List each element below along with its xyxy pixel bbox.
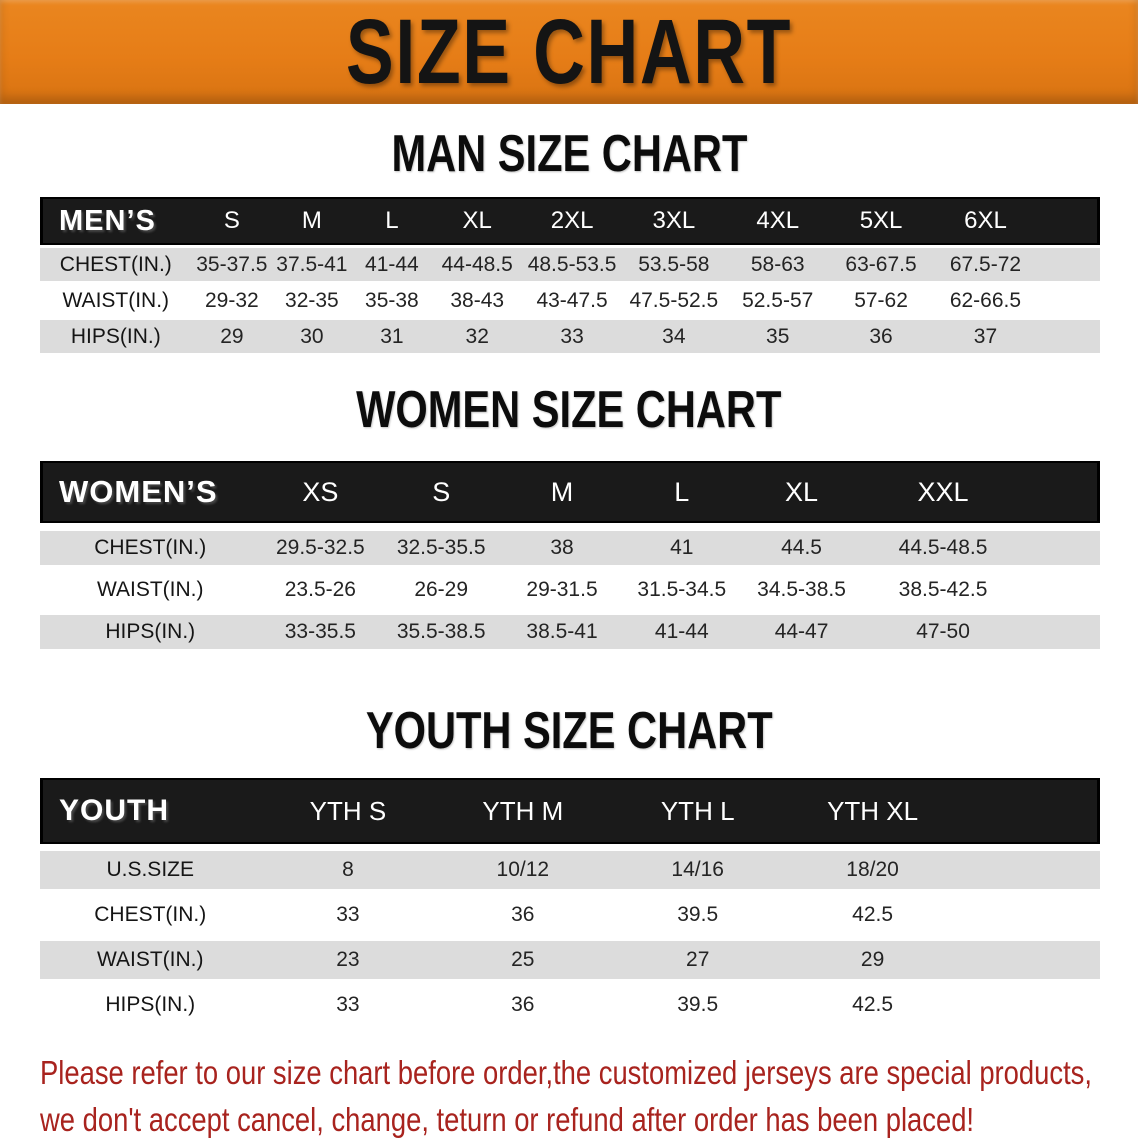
table-cell: 26-29	[414, 578, 469, 601]
table-cell: 42.5	[852, 993, 894, 1016]
men-col-header: XL	[432, 197, 522, 245]
table-cell: 36	[830, 320, 933, 353]
table-cell: 32-35	[285, 288, 339, 312]
men-col-header: S	[192, 197, 273, 245]
table-cell: 29-32	[205, 288, 259, 312]
women-hips-row-label: HIPS(IN.)	[40, 615, 260, 649]
banner-title: SIZE CHART	[345, 1, 793, 103]
table-cell: 58-63	[726, 248, 830, 281]
table-cell: 44.5-48.5	[861, 531, 1024, 565]
table-cell: 67.5-72	[932, 248, 1038, 281]
youth-chest-row-label: CHEST(IN.)	[94, 903, 207, 926]
youth-header-filler	[960, 778, 1100, 844]
men-col-header: 3XL	[622, 197, 726, 245]
youth-hips-row-label: HIPS(IN.)	[105, 993, 196, 1016]
men-chest-row	[40, 248, 1100, 281]
table-cell: 36	[511, 993, 535, 1016]
table-cell: 53.5-58	[622, 248, 726, 281]
men-header-filler	[1038, 197, 1100, 245]
women-section-title-text: WOMEN SIZE CHART	[356, 381, 782, 439]
table-cell: 37.5-41	[272, 248, 351, 281]
table-cell: 38-43	[450, 288, 505, 312]
filler-cell	[1025, 615, 1100, 649]
disclaimer-line-2: we don't accept cancel, change, teturn or refund after order has been placed!	[40, 1101, 975, 1138]
youth-corner-label: YOUTH	[40, 778, 260, 844]
men-size-table	[40, 194, 1100, 356]
women-header-row	[40, 461, 1100, 523]
table-cell: 23.5-26	[284, 578, 356, 601]
filler-cell	[960, 896, 1100, 934]
filler-cell	[1038, 320, 1100, 353]
table-cell: 44-48.5	[432, 248, 522, 281]
table-cell: 33	[522, 320, 622, 353]
filler-cell	[960, 986, 1100, 1024]
table-cell: 10/12	[435, 851, 610, 889]
filler-cell	[1025, 531, 1100, 565]
women-header-filler	[1025, 461, 1100, 523]
women-col-header: M	[502, 461, 622, 523]
youth-chest-row	[40, 896, 1100, 934]
youth-section-title-text: YOUTH SIZE CHART	[365, 702, 773, 760]
table-cell: 62-66.5	[949, 288, 1022, 312]
disclaimer-line-1: Please refer to our size chart before order,the customized jerseys are special products,	[40, 1054, 1092, 1091]
women-col-header: XXL	[861, 461, 1024, 523]
table-cell: 33	[336, 903, 360, 926]
table-cell: 42.5	[852, 903, 894, 926]
women-col-header: XS	[260, 461, 380, 523]
table-cell: 48.5-53.5	[522, 248, 622, 281]
men-corner-label: MEN’S	[40, 197, 192, 245]
table-cell: 63-67.5	[830, 248, 933, 281]
women-col-header: L	[622, 461, 742, 523]
size-chart-banner	[0, 0, 1138, 104]
table-cell: 41	[622, 531, 742, 565]
youth-col-header: YTH S	[260, 778, 435, 844]
table-cell: 29-31.5	[526, 578, 598, 601]
table-cell: 38.5-41	[502, 615, 622, 649]
men-col-header: 4XL	[726, 197, 830, 245]
men-col-header: M	[272, 197, 351, 245]
table-cell: 29	[192, 320, 273, 353]
table-cell: 23	[260, 941, 435, 979]
men-hips-row	[40, 320, 1100, 353]
table-cell: 30	[272, 320, 351, 353]
women-size-table	[40, 453, 1100, 657]
table-cell: 38.5-42.5	[898, 578, 988, 601]
filler-cell	[1025, 573, 1100, 607]
table-cell: 18/20	[785, 851, 960, 889]
youth-size-table	[40, 771, 1100, 1031]
table-cell: 43-47.5	[536, 288, 608, 312]
table-cell: 44-47	[742, 615, 862, 649]
disclaimer-note	[40, 1049, 1138, 1143]
table-cell: 14/16	[610, 851, 785, 889]
youth-header-row	[40, 778, 1100, 844]
men-header-row	[40, 197, 1100, 245]
table-cell: 29.5-32.5	[260, 531, 380, 565]
filler-cell	[1038, 284, 1100, 317]
women-waist-row-label: WAIST(IN.)	[96, 578, 204, 601]
men-section-title-text: MAN SIZE CHART	[391, 125, 747, 183]
women-chest-row	[40, 531, 1100, 565]
table-cell: 35	[726, 320, 830, 353]
table-cell: 41-44	[622, 615, 742, 649]
table-cell: 31.5-34.5	[637, 578, 727, 601]
women-waist-row	[40, 573, 1100, 607]
table-cell: 37	[932, 320, 1038, 353]
table-cell: 32.5-35.5	[380, 531, 502, 565]
men-chest-row-label: CHEST(IN.)	[40, 248, 192, 281]
youth-ussize-row	[40, 851, 1100, 889]
men-hips-row-label: HIPS(IN.)	[40, 320, 192, 353]
women-section-title	[0, 381, 1138, 439]
table-cell: 25	[435, 941, 610, 979]
filler-cell	[960, 941, 1100, 979]
table-cell: 36	[511, 903, 535, 926]
table-cell: 57-62	[854, 288, 908, 312]
filler-cell	[1038, 248, 1100, 281]
youth-hips-row	[40, 986, 1100, 1024]
table-cell: 41-44	[352, 248, 433, 281]
table-cell: 39.5	[677, 903, 719, 926]
table-cell: 38	[502, 531, 622, 565]
women-corner-label: WOMEN’S	[40, 461, 260, 523]
table-cell: 35.5-38.5	[380, 615, 502, 649]
youth-waist-row-label: WAIST(IN.)	[40, 941, 260, 979]
table-cell: 39.5	[677, 993, 719, 1016]
men-waist-row	[40, 284, 1100, 317]
table-cell: 32	[432, 320, 522, 353]
youth-col-header: YTH M	[435, 778, 610, 844]
table-cell: 33	[336, 993, 360, 1016]
youth-section-title	[0, 702, 1138, 760]
youth-col-header: YTH XL	[785, 778, 960, 844]
women-hips-row	[40, 615, 1100, 649]
men-col-header: 2XL	[522, 197, 622, 245]
table-cell: 31	[352, 320, 433, 353]
men-section-title	[0, 125, 1138, 183]
table-cell: 34	[622, 320, 726, 353]
filler-cell	[960, 851, 1100, 889]
youth-ussize-row-label: U.S.SIZE	[40, 851, 260, 889]
youth-col-header: YTH L	[610, 778, 785, 844]
men-col-header: 5XL	[830, 197, 933, 245]
table-cell: 52.5-57	[742, 288, 814, 312]
youth-waist-row	[40, 941, 1100, 979]
table-cell: 44.5	[742, 531, 862, 565]
table-cell: 47.5-52.5	[629, 288, 719, 312]
table-cell: 35-38	[365, 288, 419, 312]
table-cell: 47-50	[861, 615, 1024, 649]
men-col-header: 6XL	[932, 197, 1038, 245]
table-cell: 29	[785, 941, 960, 979]
table-cell: 27	[610, 941, 785, 979]
table-cell: 35-37.5	[192, 248, 273, 281]
table-cell: 8	[260, 851, 435, 889]
women-chest-row-label: CHEST(IN.)	[40, 531, 260, 565]
table-cell: 34.5-38.5	[757, 578, 846, 601]
table-cell: 33-35.5	[260, 615, 380, 649]
men-col-header: L	[352, 197, 433, 245]
women-col-header: S	[380, 461, 502, 523]
men-waist-row-label: WAIST(IN.)	[62, 288, 170, 312]
women-col-header: XL	[742, 461, 862, 523]
